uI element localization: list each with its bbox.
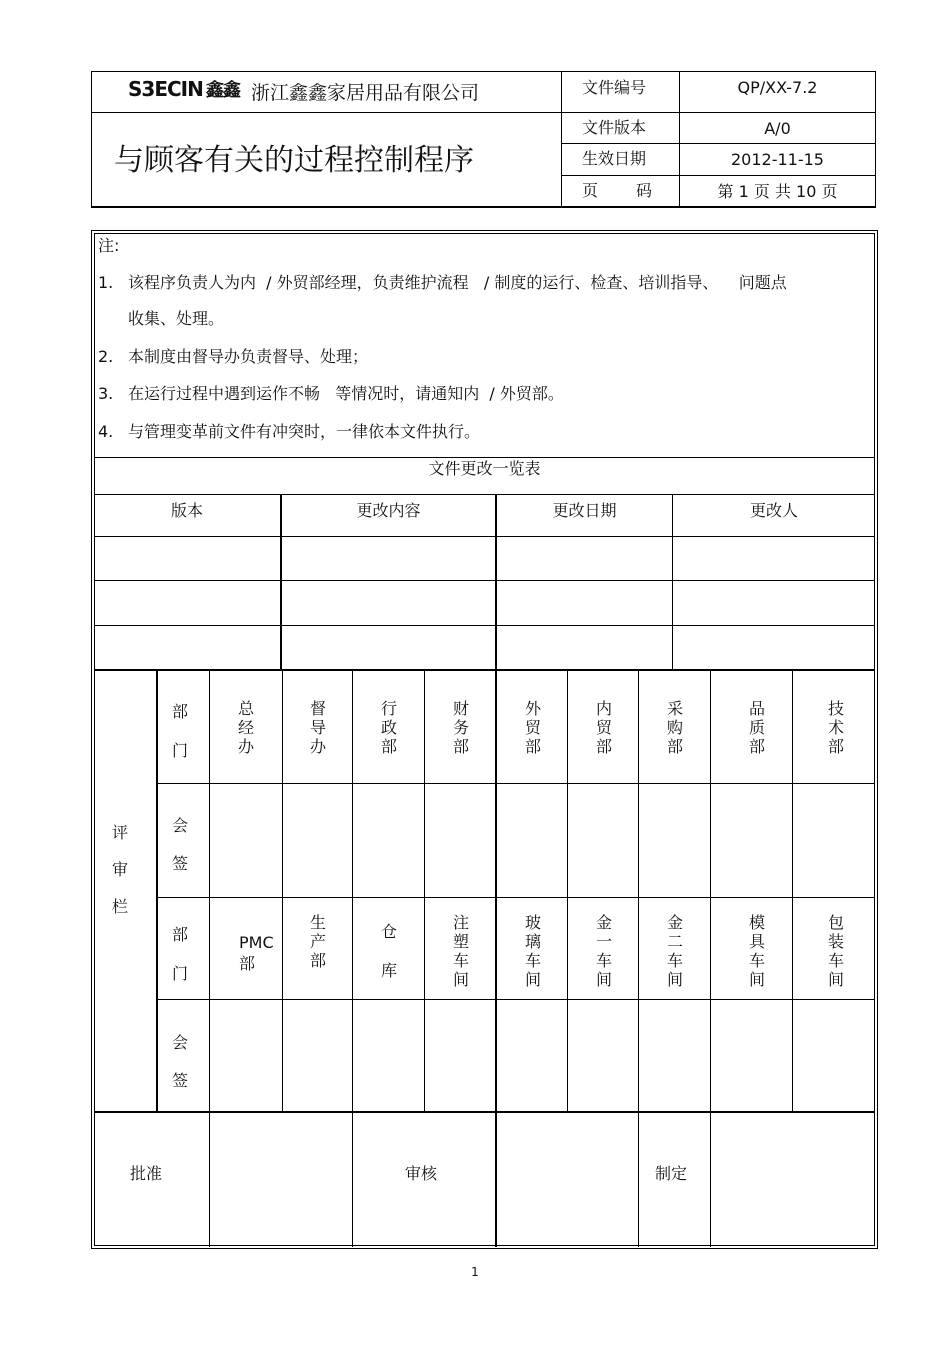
dept-name: PMC 部 [239, 933, 274, 973]
dept-name: 金 二 车 间 [666, 913, 683, 989]
change-log-header-person: 更改人 [749, 501, 798, 520]
field-label-effective-date: 生效日期 [582, 149, 647, 168]
prepare-label: 制定 [655, 1164, 688, 1183]
dept-name: 外 贸 部 [524, 699, 541, 756]
field-label-doc-number: 文件编号 [582, 78, 647, 97]
company-logo: S3ECIN 鑫鑫 [128, 77, 240, 101]
dept-name: 玻 璃 车 间 [524, 913, 541, 989]
change-log-header-date: 更改日期 [552, 501, 617, 520]
dept-name: 包 装 车 间 [827, 913, 844, 989]
dept-name: 财 务 部 [452, 699, 469, 756]
change-log-header-content: 更改内容 [356, 501, 421, 520]
dept-name: 金 一 车 间 [595, 913, 612, 989]
change-log-title: 文件更改一览表 [428, 459, 541, 478]
field-value-effective-date: 2012-11-15 [731, 150, 824, 169]
notes-title: 注: [98, 236, 120, 255]
field-value-page: 第 1 页 共 10 页 [717, 182, 838, 201]
dept-name: 督 导 办 [309, 699, 326, 756]
dept-name: 生 产 部 [309, 913, 326, 970]
field-value-doc-number: QP/XX-7.2 [737, 78, 818, 97]
dept-name: 技 术 部 [827, 699, 844, 756]
change-log-header-version: 版本 [170, 501, 203, 520]
dept-name: 仓 库 [380, 922, 397, 980]
dept-name: 总 经 办 [237, 699, 254, 756]
review-label: 审核 [405, 1164, 438, 1183]
field-label-doc-version: 文件版本 [582, 118, 647, 137]
dept-name: 模 具 车 间 [748, 913, 765, 989]
field-label-page: 页 码 [582, 181, 655, 200]
dept-name: 注 塑 车 间 [452, 913, 469, 989]
dept-name: 品 质 部 [748, 699, 765, 756]
dept-name: 行 政 部 [380, 699, 397, 756]
page-number: 1 [471, 1265, 479, 1279]
field-value-doc-version: A/0 [764, 119, 791, 138]
dept-name: 采 购 部 [666, 699, 683, 756]
document-title: 与顾客有关的过程控制程序 [114, 143, 474, 178]
dept-name: 内 贸 部 [595, 699, 612, 756]
approve-label: 批准 [130, 1164, 163, 1183]
company-name: 浙江鑫鑫家居用品有限公司 [251, 82, 480, 104]
